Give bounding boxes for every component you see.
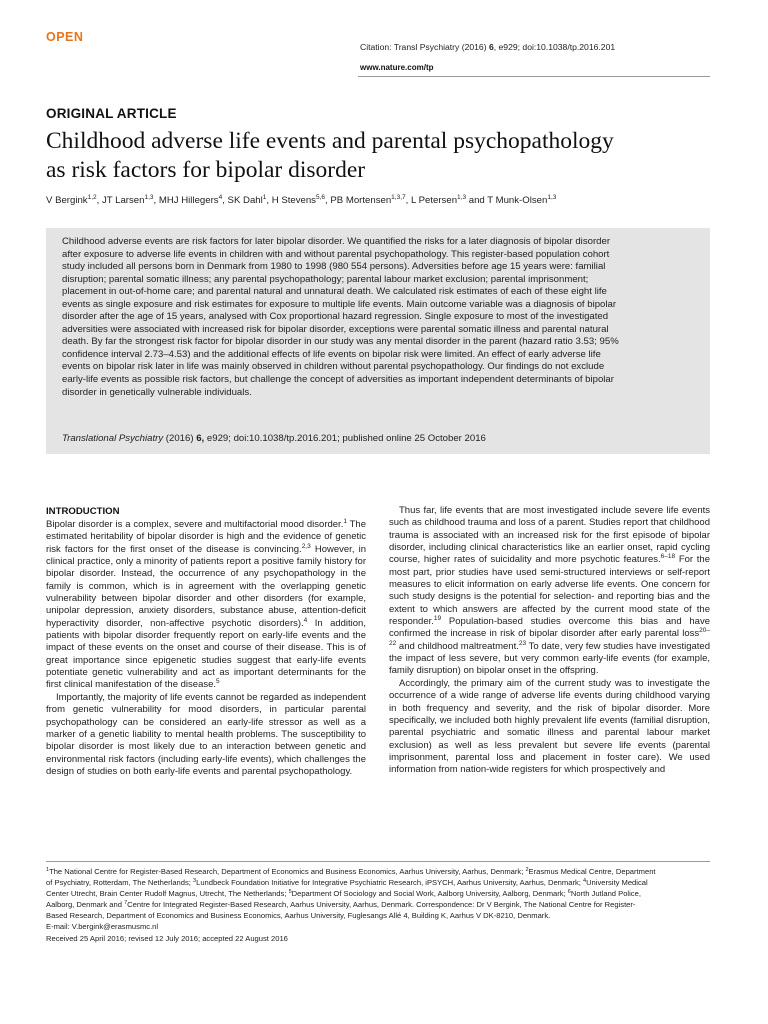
reference-superscript: 2 bbox=[525, 867, 529, 873]
paragraph: Thus far, life events that are most investigated include severe life events such as childhood trauma and loss of a parent. Studies report that childhood trauma is associated with an increased risk for the first episode of bipolar disorder, including clinical characteristics like an earlier onset, rapid cycling course, higher rates of suicidality and more psychotic features.$^{6-18}$ For the most part, prior studies have used semi-structured interviews or self-report measures to elicit information on early adverse life events. One concern for such study designs is the potential for selection- and reporting bias and the extent to which answers are affected by the current mood state of the responder.$^{19}$ Population-based studies overcome this bias and have confirmed the increase in risk of bipolar disorder after early parental loss$^{20-22}$ and childhood maltreatment.$^{23}$ To date, very few studies have investigated the impact of less severe, but very common early-life events (for example, family disruption) on bipolar onset in the offspring. bbox=[389, 505, 710, 677]
footnote-line: E-mail: V.bergink@erasmusmc.nl bbox=[46, 922, 159, 932]
abstract-citation: Translational Psychiatry (2016) 6, e929; doi:10.1038/tp.2016.201; published online 25 October 2016 bbox=[62, 433, 486, 444]
author-affiliation: 1,2 bbox=[87, 194, 97, 201]
reference-superscript: 1 bbox=[46, 867, 50, 873]
article-title: Childhood adverse life events and parental psychopathology as risk factors for bipolar disorder bbox=[46, 128, 614, 183]
author-name: MHJ Hillegers bbox=[158, 195, 219, 206]
section-heading-introduction: INTRODUCTION bbox=[46, 506, 120, 517]
body-column-right bbox=[389, 505, 710, 777]
header-divider bbox=[358, 76, 710, 77]
reference-superscript: 20–22 bbox=[389, 627, 710, 647]
abstract-line: disorder after the age of 15 years, analysed with Cox proportional hazard regression. Single exposure to most of the investigated bbox=[62, 311, 609, 323]
abstract-line: placement in out-of-home care; and parental natural and unnatural death. We calculated risk estimates of each of these eight life bbox=[62, 286, 607, 298]
affiliations-footnotes bbox=[46, 866, 714, 944]
abstract-line: adversities were associated with increased risk for bipolar disorder, exceptions were parental somatic illness and parental natural bbox=[62, 323, 609, 335]
reference-superscript: 5 bbox=[216, 678, 220, 686]
journal-url-link[interactable]: www.nature.com/tp bbox=[360, 63, 434, 72]
abstract-line: disorder in genetically vulnerable individuals. bbox=[62, 386, 252, 398]
footnote-line: Received 25 April 2016; revised 12 July 2016; accepted 22 August 2016 bbox=[46, 933, 288, 943]
reference-superscript: 6 bbox=[567, 889, 571, 896]
footnote-line: of Psychiatry, Rotterdam, The Netherlands; $^3$Lundbeck Foundation Initiative for Integrative Psychiatric Research, iPSYCH, Aarhus University, Aarhus, Denmark; $^4$University Medical bbox=[46, 878, 648, 888]
footnote-line: Center Utrecht, Brain Center Rudolf Magnus, Utrecht, The Netherlands; $^5$Department Of Sociology and Social Work, Aalborg University, Aalborg, Denmark; $^6$North Jutland Police, bbox=[46, 889, 641, 899]
reference-superscript: 6–18 bbox=[660, 553, 676, 561]
author-name: L Petersen bbox=[410, 195, 458, 206]
abstract-line: confidence interval 2.73–4.53) and the additional effects of life events on bipolar risk were limited. An effect of early adverse life bbox=[62, 348, 601, 360]
author-affiliation: 1 bbox=[262, 194, 267, 201]
author-affiliation: 5,6 bbox=[315, 194, 326, 201]
author-affiliation: 4 bbox=[218, 194, 223, 201]
reference-superscript: 1 bbox=[343, 518, 347, 525]
author-name: SK Dahl bbox=[227, 195, 263, 206]
reference-superscript: 4 bbox=[583, 878, 587, 885]
journal-citation: Citation: Transl Psychiatry (2016) 6, e929; doi:10.1038/tp.2016.201 bbox=[360, 42, 616, 52]
author-affiliation: 1,3 bbox=[144, 194, 154, 201]
reference-superscript: 7 bbox=[124, 900, 128, 907]
paragraph: Accordingly, the primary aim of the current study was to investigate the occurrence of a wide range of adverse life events during childhood varying in both frequency and severity, and the risk of bipolar disorder. More specifically, we included both highly prevalent life events (familial disruption, parental psychiatric and somatic illness and parental labour market exclusion) as well as less prevalent but severe life events (parental imprisonment, parental loss and placement in foster care). We used information from nation-wide registers for which prospectively and bbox=[389, 677, 710, 776]
abstract-line: Childhood adverse events are risk factors for later bipolar disorder. We quantified the risks for a later diagnosis of bipolar disorder bbox=[62, 236, 611, 247]
reference-superscript: 23 bbox=[518, 639, 527, 647]
author-affiliation: 1,3 bbox=[547, 194, 557, 201]
footnote-line: Based Research, Department of Economics and Business Economics, Aarhus University, Fuglesangs Allé 4, Building K, Aarhus V DK-8210, Denmark. bbox=[46, 911, 551, 921]
abstract-line: death. By far the strongest risk factor for bipolar disorder in our study was any mental disorder in the parent (hazard ratio 3.53; 95% bbox=[62, 336, 619, 348]
abstract-line: study included all persons born in Denmark from 1980 to 1998 (980 554 persons). Adversities before age 15 years were: familial bbox=[62, 261, 606, 273]
abstract-line: events as single exposure and risk estimates for exposure to multiple life events. Main outcome variable was a diagnosis of bipolar bbox=[62, 298, 617, 310]
author-list: V Bergink$^{1,2}$, JT Larsen$^{1,3}$, MHJ Hillegers$^4$, SK Dahl$^1$, H Stevens$^{5,6}$, PB Mortensen$^{1,3,7}$, L Petersen$^{1,3}$ and T Munk-Olsen$^{1,3}$ bbox=[46, 194, 557, 206]
author-name: V Bergink bbox=[46, 195, 88, 206]
reference-superscript: 19 bbox=[433, 615, 442, 623]
open-access-badge: OPEN bbox=[46, 30, 84, 44]
author-affiliation: 1,3,7 bbox=[391, 194, 406, 201]
paragraph: Bipolar disorder is a complex, severe and multifactorial mood disorder.$^1$ The estimated heritability of bipolar disorder is high and the evidence of genetic risk factors for the first onset of the disease is convincing.$^{2,3}$ However, in clinical practice, only a minority of patients report a positive family history for bipolar disorder. Instead, the occurrence of any psychopathology in the family is common, which is in agreement with the overlapping genetic vulnerability between bipolar disorder and other disorders (for example, unipolar depression, anxiety disorders, substance abuse, attention-deficit hyperactivity disorder, non-affective psychotic disorders).$^4$ In addition, patients with bipolar disorder frequently report on early-life events and the impact of these events on the onset and course of their disease. This is of great importance since epigenetic studies suggest that early-life events potentiate genetic vulnerability and act as important determinants for the first clinical manifestation of the disease.$^5$ bbox=[46, 518, 366, 691]
reference-superscript: 2,3 bbox=[301, 542, 311, 550]
reference-superscript: 5 bbox=[288, 889, 292, 896]
author-name: PB Mortensen bbox=[330, 195, 392, 206]
article-type-label: ORIGINAL ARTICLE bbox=[46, 106, 177, 121]
author-name: H Stevens bbox=[271, 195, 316, 206]
author-name: T Munk-Olsen bbox=[487, 195, 548, 206]
paragraph: Importantly, the majority of life events cannot be regarded as independent from genetic vulnerability for mood disorders, in particular parental psychopathology can be considered an early-life stressor as well as a marker of a genetic liability to mental health problems. The susceptibility to bipolar disorder is most likely due to an interaction between genetic and environmental risk factors (including early-life events), which challenges the design of studies on both early-life events and parental psychopathology. bbox=[46, 691, 366, 777]
footnote-line: $^1$The National Centre for Register-Based Research, Department of Economics and Business Economics, Aarhus University, Aarhus, Denmark; $^2$Erasmus Medical Centre, Department bbox=[46, 867, 656, 876]
abstract-line: early-life events as possible risk factors, but challenge the concept of adversities as important independent determinants of bipolar bbox=[62, 374, 614, 386]
abstract-line: events on bipolar risk later in life was mainly observed in children without parental psychopathology. Our findings do not exclude bbox=[62, 361, 605, 373]
reference-superscript: 3 bbox=[193, 878, 197, 885]
abstract-text bbox=[62, 236, 696, 399]
body-column-left bbox=[46, 519, 366, 778]
footnote-divider bbox=[46, 861, 710, 862]
author-affiliation: 1,3 bbox=[457, 194, 467, 201]
abstract-line: after exposure to adverse life events in children with and without parental psychopathology. This register-based population cohort bbox=[62, 248, 610, 260]
reference-superscript: 4 bbox=[303, 616, 308, 624]
abstract-line: disruption; parental somatic illness; any parental psychopathology; parental labour market exclusion; parental imprisonment; bbox=[62, 273, 589, 285]
author-name: JT Larsen bbox=[101, 195, 145, 206]
footnote-line: Aalborg, Denmark and $^7$Centre for Integrated Register-Based Research, Aarhus University, Aarhus, Denmark. Correspondence: Dr V Bergink, The National Centre for Register- bbox=[46, 900, 636, 910]
